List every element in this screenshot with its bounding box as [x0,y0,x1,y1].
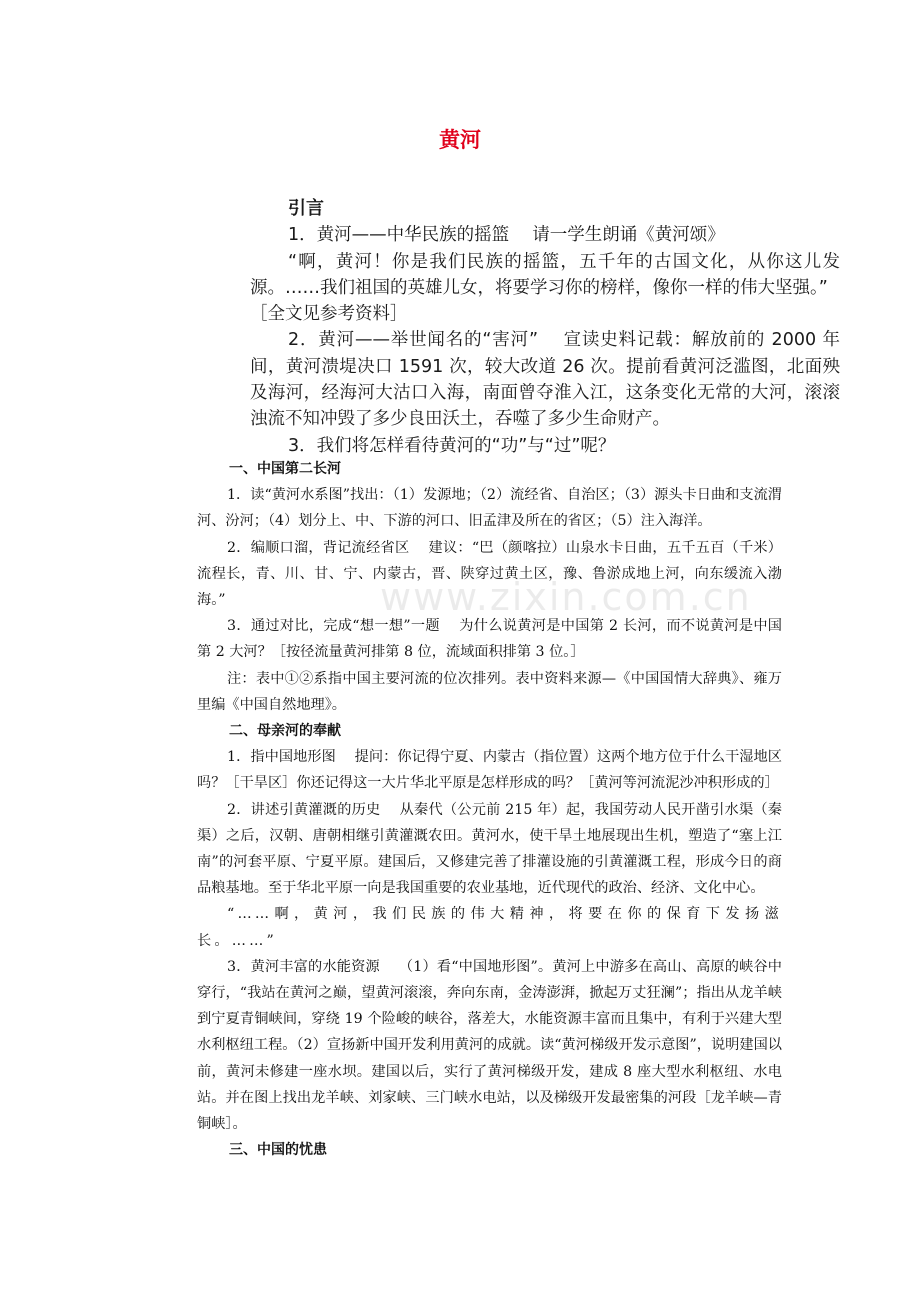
section-2-paragraph-3: 3．黄河丰富的水能资源 （1）看“中国地形图”。黄河上中游多在高山、高原的峡谷中穿行，“我站在黄河之巅，望黄河滚滚，奔向东南，金涛澎湃，掀起万丈狂澜”；指出从龙羊峡到宁夏青铜峡间，穿绕 19 个险峻的峡谷，落差大，水能资源丰富而且集中，有利于兴建大型水利枢纽工程。（2）宣扬新中国开发利用黄河的成就。读“黄河梯级开发示意图”，说明建国以前，黄河未修建一座水坝。建国以后，实行了黄河梯级开发，建成 8 座大型水利枢纽、水电站。并在图上找出龙羊峡、刘家峡、三门峡水电站，以及梯级开发最密集的河段［龙羊峡—青铜峡］。 [197,958,782,1133]
intro-section [250,196,840,459]
section-1-paragraph-1: 1．读“黄河水系图”找出：（1）发源地；（2）流经省、自治区；（3）源头卡日曲和支流渭河、汾河；（4）划分上、中、下游的河口、旧孟津及所在的省区；（5）注入海洋。 [197,487,782,530]
intro-item-3: 3．我们将怎样看待黄河的“功”与“过”呢？ [288,435,616,456]
intro-heading: 引言 [288,198,324,219]
section-3-title: 三、中国的忧患 [229,1142,327,1159]
section-1-paragraph-2: 2．编顺口溜，背记流经省区 建议：“巴（颜喀拉）山泉水卡日曲，五千五百（千米）流程长，青、川、甘、宁、内蒙古，晋、陕穿过黄土区，豫、鲁淤成地上河，向东缓流入渤海。” [197,539,782,609]
page-title: 黄河 [439,128,481,152]
section-1-title: 一、中国第二长河 [229,461,341,477]
intro-quote: “啊，黄河！你是我们民族的摇篮，五千年的古国文化，从你这儿发源。……我们祖国的英雄儿女，将要学习你的榜样，像你一样的伟大坚强。” [250,251,840,298]
intro-item-2: 2．黄河——举世闻名的“害河” 宣读史料记载：解放前的 2000 年间，黄河溃堤决口 1591 次，较大改道 26 次。提前看黄河泛滥图，北面殃及海河，经海河大沽口入海，南面曾夺淮入江，这条变化无常的大河，滚滚浊流不知冲毁了多少良田沃土，吞噬了多少生命财产。 [250,330,840,430]
section-2-title: 二、母亲河的奉献 [229,723,341,740]
section-2-quote: “……啊，黄河，我们民族的伟大精神，将要在你的保育下发扬滋长。……” [197,906,782,949]
main-body [197,456,782,1163]
intro-reference: ［全文见参考资料］ [250,304,408,325]
intro-item-1: 1．黄河——中华民族的摇篮 请一学生朗诵《黄河颂》 [288,225,725,246]
section-1-note: 注：表中①②系指中国主要河流的位次排列。表中资料来源—《中国国情大辞典》、雍万里编《中国自然地理》。 [197,670,782,713]
section-2-paragraph-2: 2．讲述引黄灌溉的历史 从秦代（公元前 215 年）起，我国劳动人民开凿引水渠（秦渠）之后，汉朝、唐朝相继引黄灌溉农田。黄河水，使干旱土地展现出生机，塑造了“塞上江南”的河套平原、宁夏平原。建国后，又修建完善了排灌设施的引黄灌溉工程，形成今日的商品粮基地。至于华北平原一向是我国重要的农业基地，近代现代的政治、经济、文化中心。 [197,801,782,897]
section-1-paragraph-3: 3．通过对比，完成“想一想”一题 为什么说黄河是中国第 2 长河，而不说黄河是中国第 2 大河？［按径流量黄河排第 8 位，流域面积排第 3 位。］ [197,618,782,661]
section-2-paragraph-1: 1．指中国地形图 提问：你记得宁夏、内蒙古（指位置）这两个地方位于什么干湿地区吗？［干旱区］你还记得这一大片华北平原是怎样形成的吗？［黄河等河流泥沙冲积形成的］ [197,749,782,792]
watermark: www.zixin.com.cn [380,575,752,619]
